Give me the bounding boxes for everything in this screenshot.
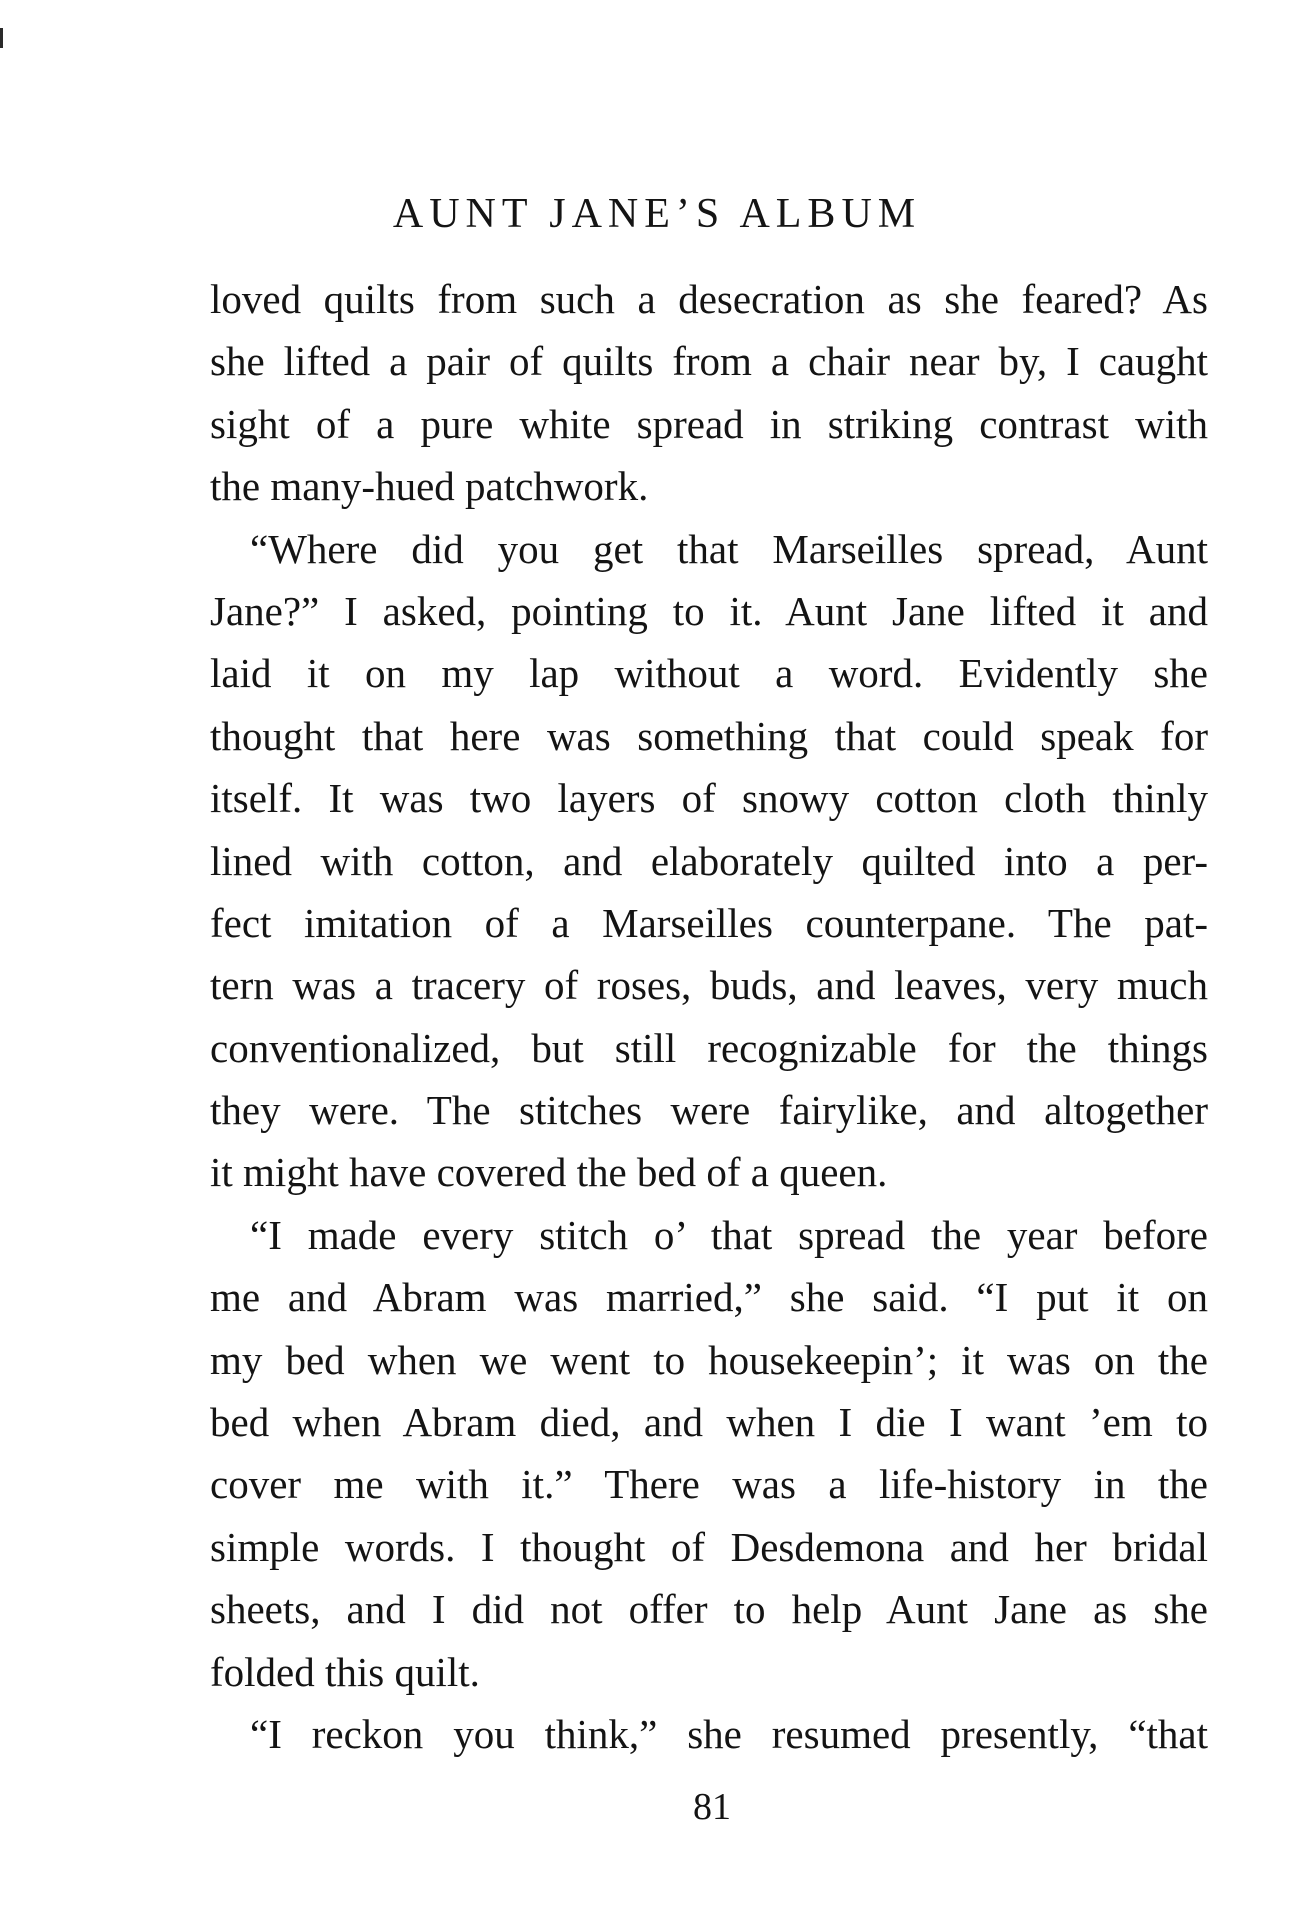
text-line: bed when Abram died, and when I die I want ’em to bbox=[210, 1399, 1208, 1446]
running-head: AUNT JANE’S ALBUM bbox=[392, 191, 922, 237]
text-line: Jane?” I asked, pointing to it. Aunt Jane lifted it and bbox=[210, 587, 1208, 634]
text-line: they were. The stitches were fairylike, and altogether bbox=[210, 1087, 1208, 1134]
text-line: “I made every stitch o’ that spread the year before bbox=[250, 1211, 1208, 1258]
text-line: folded this quilt. bbox=[210, 1648, 480, 1695]
scan-mark bbox=[0, 28, 3, 48]
text-line: thought that here was something that could speak for bbox=[210, 712, 1208, 759]
text-line: lined with cotton, and elaborately quilted into a per- bbox=[210, 837, 1208, 884]
text-line: “Where did you get that Marseilles spread, Aunt bbox=[250, 525, 1208, 572]
text-line: “I reckon you think,” she resumed presently, “that bbox=[250, 1710, 1208, 1757]
text-line: laid it on my lap without a word. Evidently she bbox=[210, 650, 1208, 697]
text-line: fect imitation of a Marseilles counterpane. The pat- bbox=[210, 899, 1208, 946]
text-line: tern was a tracery of roses, buds, and leaves, very much bbox=[210, 962, 1208, 1009]
text-line: me and Abram was married,” she said. “I put it on bbox=[210, 1274, 1208, 1321]
text-line: it might have covered the bed of a queen. bbox=[210, 1149, 888, 1196]
text-line: itself. It was two layers of snowy cotton cloth thinly bbox=[210, 775, 1208, 822]
text-line: sight of a pure white spread in striking contrast with bbox=[210, 400, 1208, 447]
text-line: conventionalized, but still recognizable for the things bbox=[210, 1024, 1208, 1071]
text-line: the many-hued patchwork. bbox=[210, 463, 649, 510]
text-line: she lifted a pair of quilts from a chair near by, I caught bbox=[210, 338, 1208, 385]
page-number: 81 bbox=[693, 1786, 731, 1828]
text-line: simple words. I thought of Desdemona and her bridal bbox=[210, 1523, 1208, 1570]
text-line: my bed when we went to housekeepin’; it was on the bbox=[210, 1336, 1208, 1383]
text-line: cover me with it.” There was a life-history in the bbox=[210, 1461, 1208, 1508]
body-text bbox=[210, 268, 1208, 1765]
text-line: loved quilts from such a desecration as she feared? As bbox=[210, 276, 1208, 322]
text-line: sheets, and I did not offer to help Aunt Jane as she bbox=[210, 1586, 1208, 1633]
